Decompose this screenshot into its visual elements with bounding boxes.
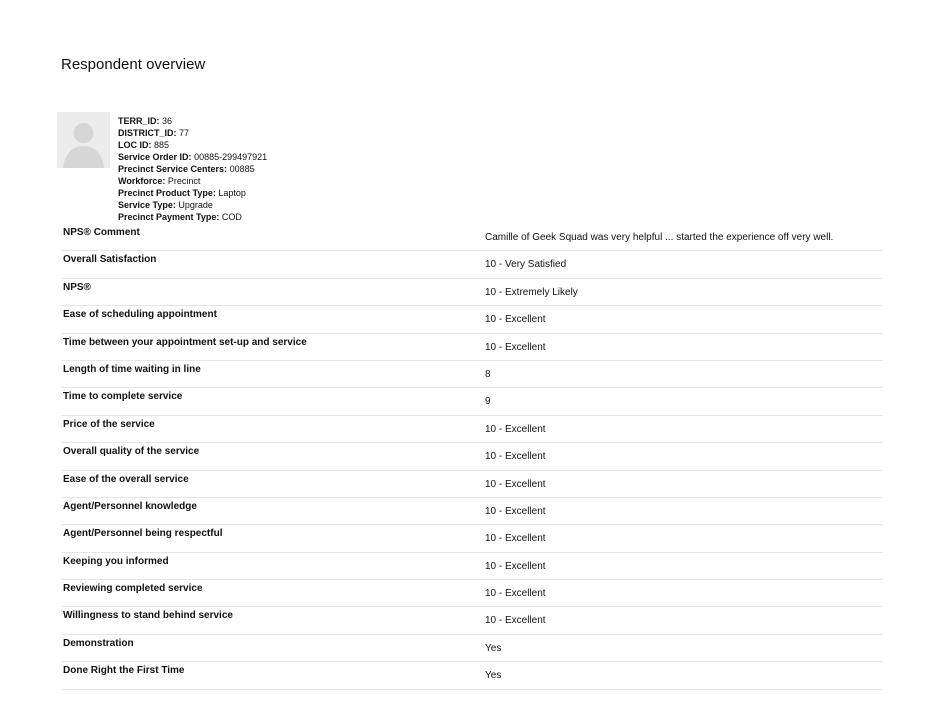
table-row: [61, 224, 883, 251]
question-label: Ease of the overall service: [63, 473, 189, 485]
answer-value: 10 - Extremely Likely: [485, 286, 578, 298]
detail-service-order-id: Service Order ID: 00885-299497921: [118, 152, 268, 162]
table-row: [61, 251, 883, 278]
table-row: [61, 279, 883, 306]
answer-value: Camille of Geek Squad was very helpful ... started the experience off very well.: [485, 232, 834, 243]
avatar: [57, 112, 110, 168]
question-label: Overall quality of the service: [63, 446, 200, 458]
table-row: [61, 306, 883, 333]
question-label: Time to complete service: [63, 391, 183, 403]
table-row: [61, 361, 883, 388]
question-label: Agent/Personnel knowledge: [63, 500, 197, 512]
table-row: [61, 334, 883, 361]
question-label: NPS®: [63, 281, 91, 293]
question-label: Time between your appointment set-up and service: [63, 336, 307, 348]
page-title: Respondent overview: [61, 56, 206, 73]
respondent-details: [118, 115, 267, 223]
question-label: Reviewing completed service: [63, 583, 203, 595]
answer-value: 10 - Excellent: [485, 423, 546, 435]
answer-value: 10 - Excellent: [485, 533, 546, 545]
question-label: Keeping you informed: [63, 555, 169, 567]
question-label: Done Right the First Time: [63, 665, 185, 677]
answer-value: 10 - Excellent: [485, 588, 546, 600]
table-row: [61, 388, 883, 415]
person-silhouette-icon: [57, 112, 110, 168]
question-label: Price of the service: [63, 418, 155, 430]
table-row: [61, 607, 883, 634]
question-label: Agent/Personnel being respectful: [63, 528, 223, 540]
answer-value: Yes: [485, 670, 502, 682]
table-row: [61, 443, 883, 470]
detail-district-id: DISTRICT_ID: 77: [118, 128, 190, 138]
question-label: Willingness to stand behind service: [63, 610, 233, 622]
answer-value: 8: [485, 368, 491, 380]
answer-value: 9: [485, 396, 491, 408]
detail-product-type: Precinct Product Type: Laptop: [118, 188, 246, 198]
answer-value: 10 - Excellent: [485, 615, 546, 627]
table-row: [61, 416, 883, 443]
table-row: [61, 471, 883, 498]
detail-service-type: Service Type: Upgrade: [118, 200, 213, 210]
detail-workforce: Workforce: Precinct: [118, 176, 201, 186]
question-label: Length of time waiting in line: [63, 363, 201, 375]
answer-value: 10 - Excellent: [485, 451, 546, 463]
table-row: [61, 553, 883, 580]
table-row: [61, 580, 883, 607]
detail-terr-id: TERR_ID: 36: [118, 116, 173, 126]
responses-table: [61, 224, 883, 690]
answer-value: 10 - Excellent: [485, 560, 546, 572]
question-label: NPS® Comment: [63, 227, 140, 238]
question-label: Ease of scheduling appointment: [63, 309, 217, 321]
answer-value: 10 - Excellent: [485, 341, 546, 353]
answer-value: 10 - Very Satisfied: [485, 259, 567, 271]
question-label: Overall Satisfaction: [63, 254, 157, 266]
table-row: [61, 662, 883, 689]
detail-payment-type: Precinct Payment Type: COD: [118, 212, 242, 222]
detail-loc-id: LOC ID: 885: [118, 140, 170, 150]
table-row: [61, 635, 883, 662]
question-label: Demonstration: [63, 637, 134, 649]
table-row: [61, 525, 883, 552]
answer-value: 10 - Excellent: [485, 505, 546, 517]
answer-value: Yes: [485, 642, 502, 654]
answer-value: 10 - Excellent: [485, 314, 546, 326]
answer-value: 10 - Excellent: [485, 478, 546, 490]
detail-precinct-service-centers: Precinct Service Centers: 00885: [118, 164, 255, 174]
table-row: [61, 498, 883, 525]
